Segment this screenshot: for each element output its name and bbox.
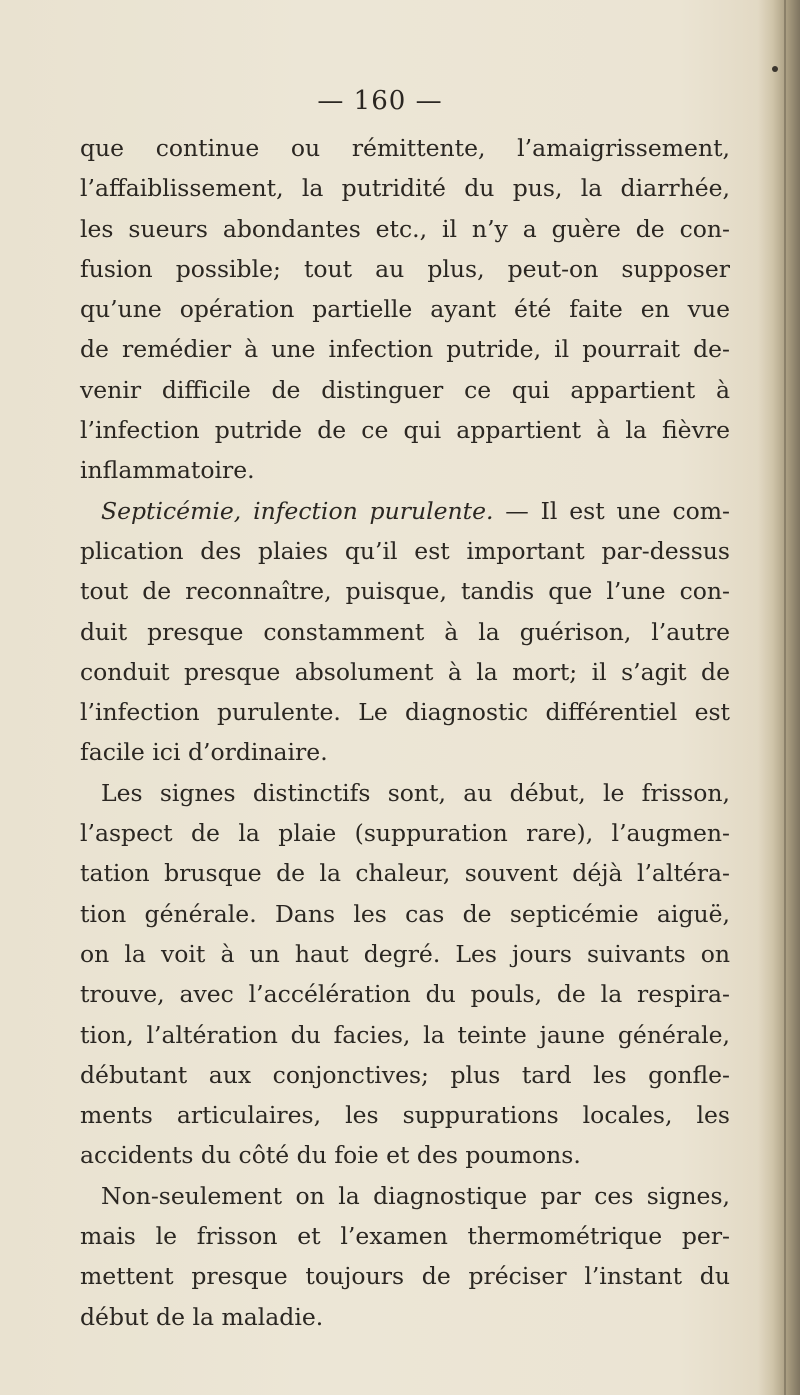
line-text: — Il est une com- (493, 496, 730, 525)
text-line (80, 1176, 730, 1216)
text-line (80, 168, 730, 208)
text-line (80, 531, 730, 571)
line-text: plication des plaies qu’il est important par-dessus (80, 536, 730, 565)
line-text: début de la maladie. (80, 1302, 324, 1331)
page-number: — 160 — (317, 86, 443, 116)
line-text: inflammatoire. (80, 456, 255, 485)
line-text: tation brusque de la chaleur, souvent déjà l’altéra- (80, 859, 730, 888)
text-line (80, 1055, 730, 1095)
line-text: l’infection purulente. Le diagnostic différentiel est (80, 698, 730, 727)
text-line (80, 289, 730, 329)
line-text: accidents du côté du foie et des poumons. (80, 1141, 581, 1170)
line-text: fusion possible; tout au plus, peut-on supposer (80, 254, 730, 283)
line-text: de remédier à une infection putride, il pourrait de- (80, 335, 730, 364)
text-line (80, 128, 730, 168)
line-text: on la voit à un haut degré. Les jours suivants on (80, 939, 730, 968)
line-text: facile ici d’ordinaire. (80, 738, 328, 767)
line-text: qu’une opération partielle ayant été faite en vue (80, 295, 730, 324)
line-text: venir difficile de distinguer ce qui appartient à (80, 375, 730, 404)
section-heading-line (80, 491, 730, 531)
print-speck (772, 66, 778, 72)
text-line (80, 773, 730, 813)
text-line (80, 1015, 730, 1055)
line-text: Non-seulement on la diagnostique par ces signes, (101, 1181, 730, 1210)
page-binding-edge (758, 0, 800, 1395)
line-text: duit presque constamment à la guérison, l’autre (80, 617, 730, 646)
text-line (80, 1297, 730, 1337)
section-heading: Septicémie, infection purulente. (101, 496, 494, 525)
line-text: Les signes distinctifs sont, au début, le frisson, (101, 778, 730, 807)
text-line (80, 692, 730, 732)
line-text: trouve, avec l’accélération du pouls, de la respira- (80, 980, 730, 1009)
text-line (80, 1256, 730, 1296)
line-text: tion générale. Dans les cas de septicémie aiguë, (80, 899, 730, 928)
line-text: les sueurs abondantes etc., il n’y a guère de con- (80, 214, 730, 243)
line-text: tion, l’altération du facies, la teinte jaune générale, (80, 1020, 730, 1049)
line-text: mais le frisson et l’examen thermométrique per- (80, 1222, 730, 1251)
line-text: ments articulaires, les suppurations locales, les (80, 1101, 730, 1130)
text-line (80, 1216, 730, 1256)
line-text: conduit presque absolument à la mort; il s’agit de (80, 657, 730, 686)
line-text: que continue ou rémittente, l’amaigrissement, (80, 134, 730, 162)
text-line (80, 410, 730, 450)
text-line (80, 974, 730, 1014)
text-line (80, 652, 730, 692)
text-line (80, 732, 730, 772)
text-line (80, 1095, 730, 1135)
line-text: l’affaiblissement, la putridité du pus, la diarrhée, (80, 174, 730, 203)
line-text: débutant aux conjonctives; plus tard les gonfle- (80, 1060, 730, 1089)
text-line (80, 853, 730, 893)
text-line (80, 813, 730, 853)
line-text: mettent presque toujours de préciser l’instant du (80, 1262, 730, 1291)
text-line (80, 1135, 730, 1175)
line-text: l’aspect de la plaie (suppuration rare), l’augmen- (80, 819, 730, 848)
page-binding-shadow (784, 0, 786, 1395)
text-line (80, 612, 730, 652)
text-line (80, 894, 730, 934)
body-text (80, 128, 730, 1337)
text-line (80, 329, 730, 369)
line-text: l’infection putride de ce qui appartient à la fièvre (80, 416, 730, 445)
text-line (80, 571, 730, 611)
text-line (80, 249, 730, 289)
text-line (80, 209, 730, 249)
text-line (80, 450, 730, 490)
text-line (80, 370, 730, 410)
line-text: tout de reconnaître, puisque, tandis que l’une con- (80, 577, 730, 606)
text-line (80, 934, 730, 974)
